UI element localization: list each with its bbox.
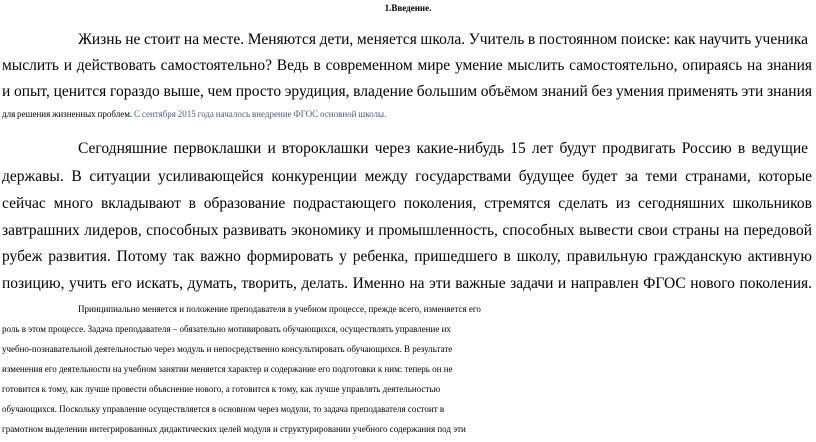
paragraph-3-line-7: грамотном выделении интегрированных дидактических целей модуля и структурировании учебного содержания под эти xyxy=(2,424,466,434)
fgos-highlight: С сентября 2015 года началось внедрение ФГОС основной школы. xyxy=(134,109,387,119)
paragraph-3-line-3: учебно-познавательной деятельностью через модуль и непосредственно консультировать обучающихся. В результате xyxy=(2,344,453,354)
paragraph-2-line-4: завтрашних лидеров, способных развивать экономику и промышленность, способных вывести свои страны на передовой xyxy=(2,222,812,239)
paragraph-1-line-4-text: для решения жизненных проблем. xyxy=(2,109,134,119)
paragraph-2-line-2: державы. В ситуации усиливающейся конкуренции между государствами будущее будет за теми странами, которые xyxy=(2,168,812,185)
paragraph-1-line-2: мыслить и действовать самостоятельно? Ведь в современном мире умение мыслить самостоятельно, опираясь на знания xyxy=(2,57,812,74)
paragraph-3-line-2: роль в этом процессе. Задача преподавателя – обязательно мотивировать обучающихся, осуществлять управление их xyxy=(2,324,451,334)
paragraph-1-line-3: и опыт, ценится гораздо выше, чем просто эрудиция, владение большим объёмом знаний без умения применять эти знания xyxy=(2,83,812,100)
paragraph-2-line-5: рубеж развития. Потому так важно формировать у ребенка, пришедшего в школу, правильную гражданскую активную xyxy=(2,248,812,265)
paragraph-3-line-5: готовится к тому, как лучше провести объяснение нового, а готовится к тому, как лучше управлять деятельностью xyxy=(2,384,441,394)
paragraph-3-line-1: Принципиально меняется и положение преподавателя в учебном процессе, прежде всего, изменяется его xyxy=(78,304,481,314)
paragraph-2-line-1: Сегодняшние первоклашки и второклашки через какие-нибудь 15 лет будут продвигать Россию в ведущие xyxy=(78,140,808,157)
paragraph-2-line-6: позицию, учить его искать, думать, творить, делать. Именно на эти важные задачи и направлен ФГОС нового поколения. xyxy=(2,275,812,292)
paragraph-1-line-4 xyxy=(2,110,816,119)
paragraph-2-line-3: сейчас много вкладывают в образование подрастающего поколения, стремятся сделать из сегодняшних школьников xyxy=(2,195,812,212)
paragraph-3-line-4: изменения его деятельности на учебном занятии меняется характер и содержание его подготовки к ним: теперь он не xyxy=(2,364,453,374)
section-title: 1.Введение. xyxy=(384,3,432,13)
paragraph-3-line-6: обучающихся. Поскольку управление осуществляется в основном через модули, то задача преподавателя состоит в xyxy=(2,404,445,414)
paragraph-1-line-1: Жизнь не стоит на месте. Меняются дети, меняется школа. Учитель в постоянном поиске: как научить ученика xyxy=(78,31,808,48)
